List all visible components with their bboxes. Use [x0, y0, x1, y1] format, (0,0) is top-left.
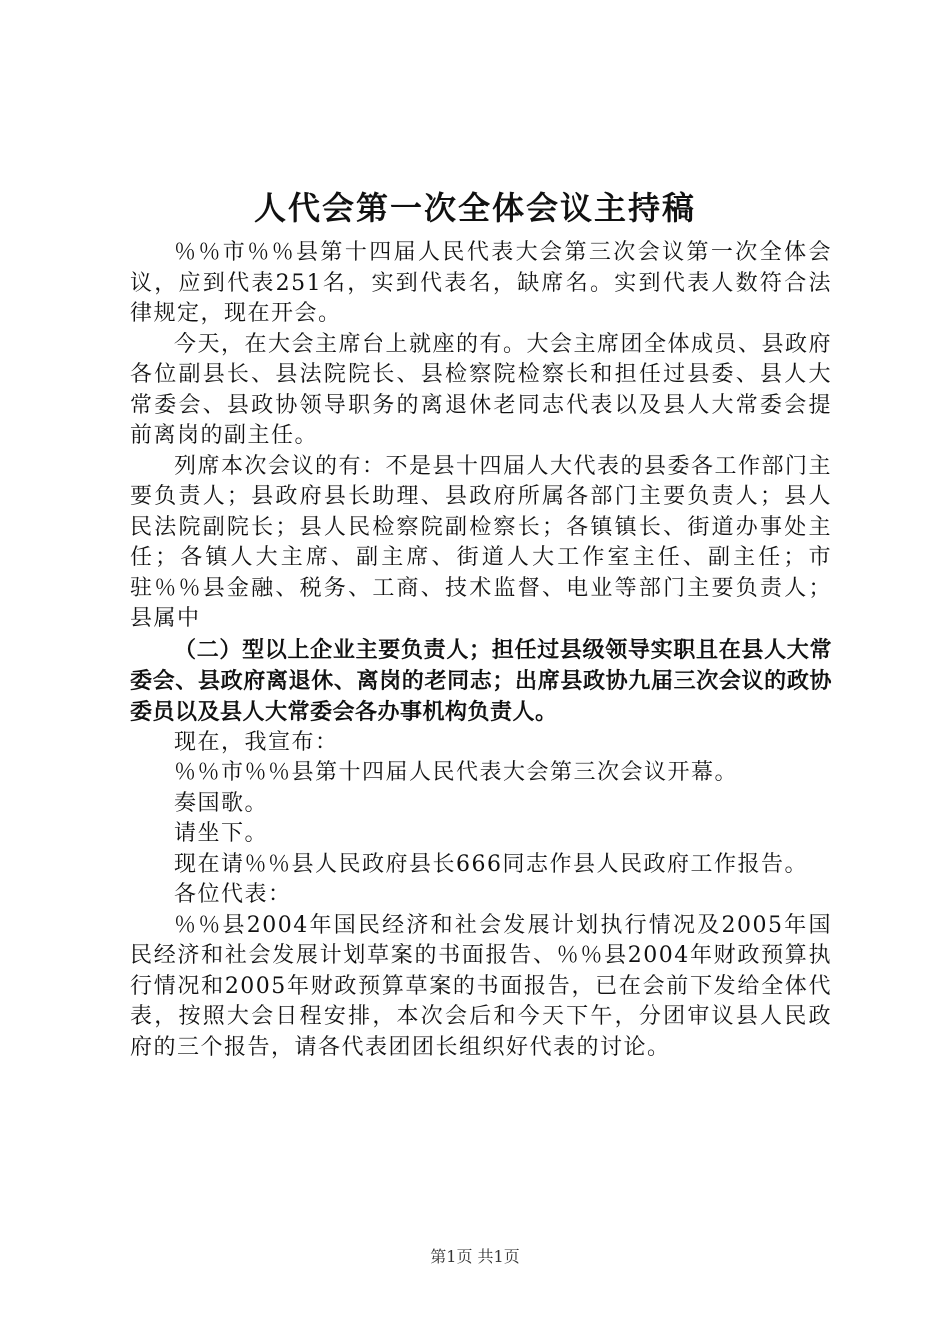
paragraph-opening: ％％市％％县第十四届人民代表大会第三次会议开幕。 — [174, 760, 739, 785]
paragraph-salutation: 各位代表： — [174, 882, 292, 907]
paragraph-written-reports: ％％县2004年国民经济和社会发展计划执行情况及2005年国民经济和社会发展计划草案的书面报告、％％县2004年财政预算执行情况和2005年财政预算草案的书面报告，已在会前下发给全体代表，按照大会日程安排，本次会后和今天下午，分团审议县人民政府的三个报告，请各代表团团长组织好代表的讨论。 — [130, 912, 832, 1060]
paragraph-government-report: 现在请％％县人民政府县长666同志作县人民政府工作报告。 — [174, 851, 808, 877]
paragraph-be-seated: 请坐下。 — [174, 821, 269, 846]
paragraph-anthem: 奏国歌。 — [174, 790, 269, 816]
paragraph-announce: 现在，我宣布： — [174, 729, 339, 755]
paragraph-rostrum: 今天，在大会主席台上就座的有。大会主席团全体成员、县政府各位副县长、县法院院长、县检察院检察长和担任过县委、县人大常委会、县政协领导职务的离退休老同志代表以及县人大常委会提前离岗的副主任。 — [130, 331, 833, 448]
paragraph-enterprise-leaders: （二）型以上企业主要负责人；担任过县级领导实职且在县人大常委会、县政府离退休、离岗的老同志；出席县政协九届三次会议的政协委员以及县人大常委会各办事机构负责人。 — [130, 637, 832, 725]
page-footer: 第1页 共1页 — [430, 1247, 520, 1266]
paragraph-attendees: 列席本次会议的有：不是县十四届人大代表的县委各工作部门主要负责人；县政府县长助理、县政府所属各部门主要负责人；县人民法院副院长；县人民检察院副检察长；各镇镇长、街道办事处主任；各镇人大主席、副主席、街道人大工作室主任、副主任；市驻％％县金融、税务、工商、技术监督、电业等部门主要负责人；县属中 — [130, 453, 833, 631]
paragraph-attendance: ％％市％％县第十四届人民代表大会第三次会议第一次全体会议，应到代表251名，实到代表名，缺席名。实到代表人数符合法律规定，现在开会。 — [130, 240, 832, 326]
document-title: 人代会第一次全体会议主持稿 — [253, 189, 696, 227]
document-body — [130, 238, 832, 1063]
